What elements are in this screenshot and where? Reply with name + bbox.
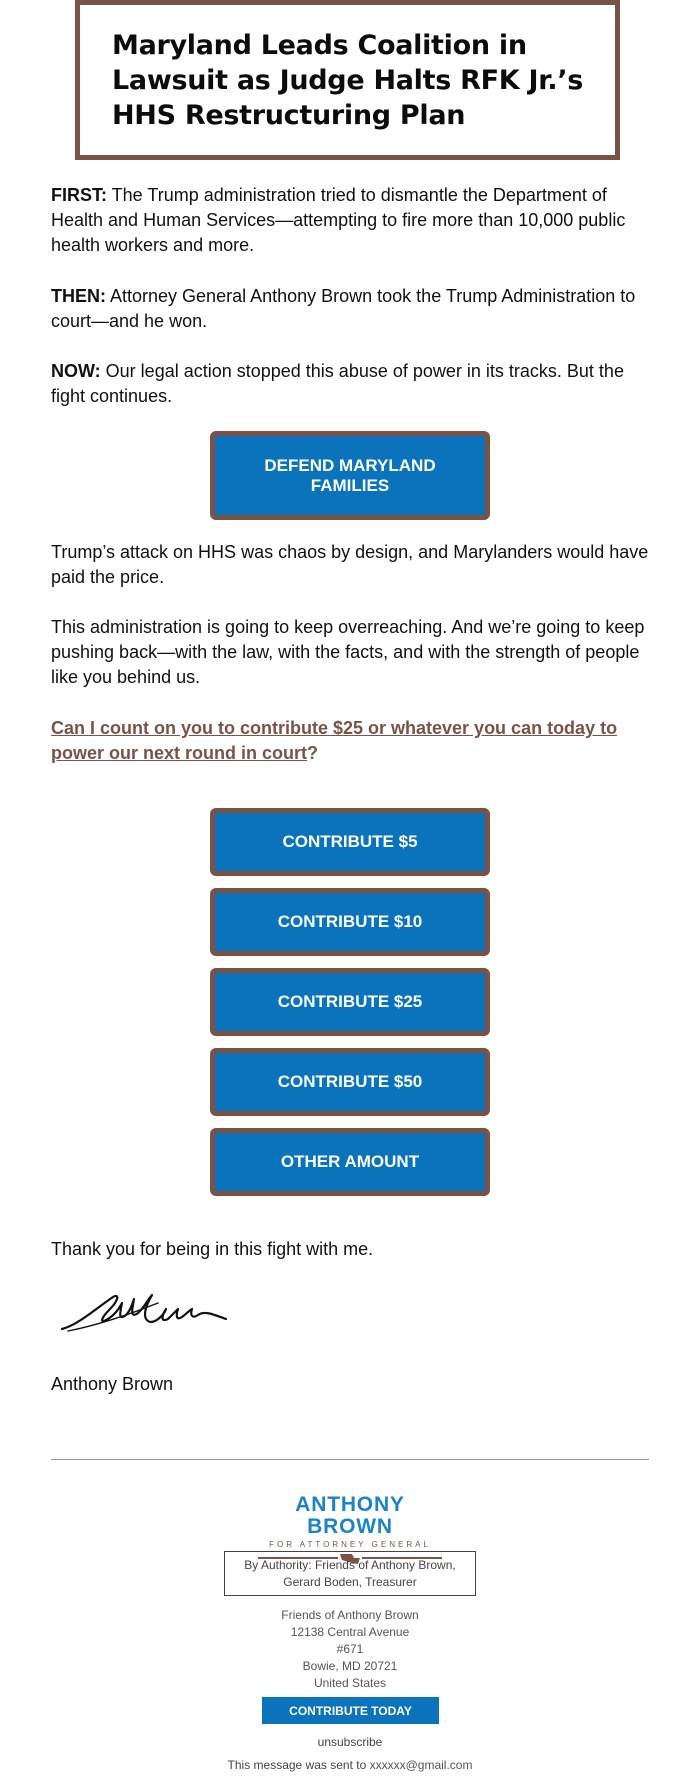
ask-punctuation: ? <box>307 743 318 763</box>
paragraph-now <box>51 359 651 409</box>
contribute-10-button[interactable]: CONTRIBUTE $10 <box>210 888 490 956</box>
first-text: The Trump administration tried to dismantle the Department of Health and Human Services—attempting to fire more than 10,000 public health workers and more. <box>51 185 626 255</box>
footer-divider <box>51 1459 649 1460</box>
then-text: Attorney General Anthony Brown took the Trump Administration to court—and he won. <box>51 286 636 331</box>
paragraph-chaos: Trump’s attack on HHS was chaos by design, and Marylanders would have paid the price. <box>51 542 649 587</box>
contribute-25-button[interactable]: CONTRIBUTE $25 <box>210 968 490 1036</box>
authority-line-2: Gerard Boden, Treasurer <box>283 1574 417 1589</box>
contribute-50-button[interactable]: CONTRIBUTE $50 <box>210 1048 490 1116</box>
address-line: #671 <box>336 1642 364 1656</box>
paragraph-first <box>51 183 651 258</box>
contribute-today-button[interactable]: CONTRIBUTE TODAY <box>262 1697 439 1724</box>
now-text: Our legal action stopped this abuse of power in its tracks. But the fight continues. <box>51 361 624 406</box>
paragraph-then <box>51 284 651 334</box>
unsubscribe-link-wrap <box>200 1735 500 1749</box>
first-label: FIRST: <box>51 185 107 205</box>
contribute-5-button[interactable]: CONTRIBUTE $5 <box>210 808 490 876</box>
other-amount-button[interactable]: OTHER AMOUNT <box>210 1128 490 1196</box>
sent-to-prefix: This message was sent to <box>227 1758 370 1772</box>
paragraph-overreach: This administration is going to keep overreaching. And we’re going to keep pushing back—with the law, with the facts, and with the strength of people like you behind us. <box>51 617 645 687</box>
then-label: THEN: <box>51 286 106 306</box>
signature-image <box>58 1285 233 1345</box>
address-line: Friends of Anthony Brown <box>281 1608 419 1622</box>
headline-box <box>75 0 620 160</box>
paragraph-ask <box>51 716 651 766</box>
address-line: 12138 Central Avenue <box>290 1625 410 1639</box>
signoff-name: Anthony Brown <box>51 1374 174 1394</box>
defend-maryland-families-button[interactable]: DEFEND MARYLAND FAMILIES <box>210 431 490 520</box>
mailing-address <box>200 1607 500 1692</box>
authority-line-1: By Authority: Friends of Anthony Brown, <box>244 1557 456 1572</box>
now-label: NOW: <box>51 361 101 381</box>
logo-subtitle: FOR ATTORNEY GENERAL <box>269 1540 431 1549</box>
logo-name: ANTHONY BROWN <box>295 1493 405 1538</box>
sent-to-notice <box>150 1758 550 1772</box>
unsubscribe-link[interactable]: unsubscribe <box>317 1735 383 1749</box>
address-line: Bowie, MD 20721 <box>302 1659 398 1673</box>
headline: Maryland Leads Coalition in Lawsuit as Judge Halts RFK Jr.’s HHS Restructuring Plan <box>112 29 584 131</box>
address-line: United States <box>313 1676 387 1690</box>
paid-for-by-box <box>224 1551 476 1596</box>
contribute-ask-link[interactable]: Can I count on you to contribute $25 or whatever you can today to power our next round in court <box>51 718 618 763</box>
recipient-email: xxxxxx@gmail.com <box>369 1758 473 1772</box>
paragraph-thanks: Thank you for being in this fight with me. <box>51 1239 374 1259</box>
